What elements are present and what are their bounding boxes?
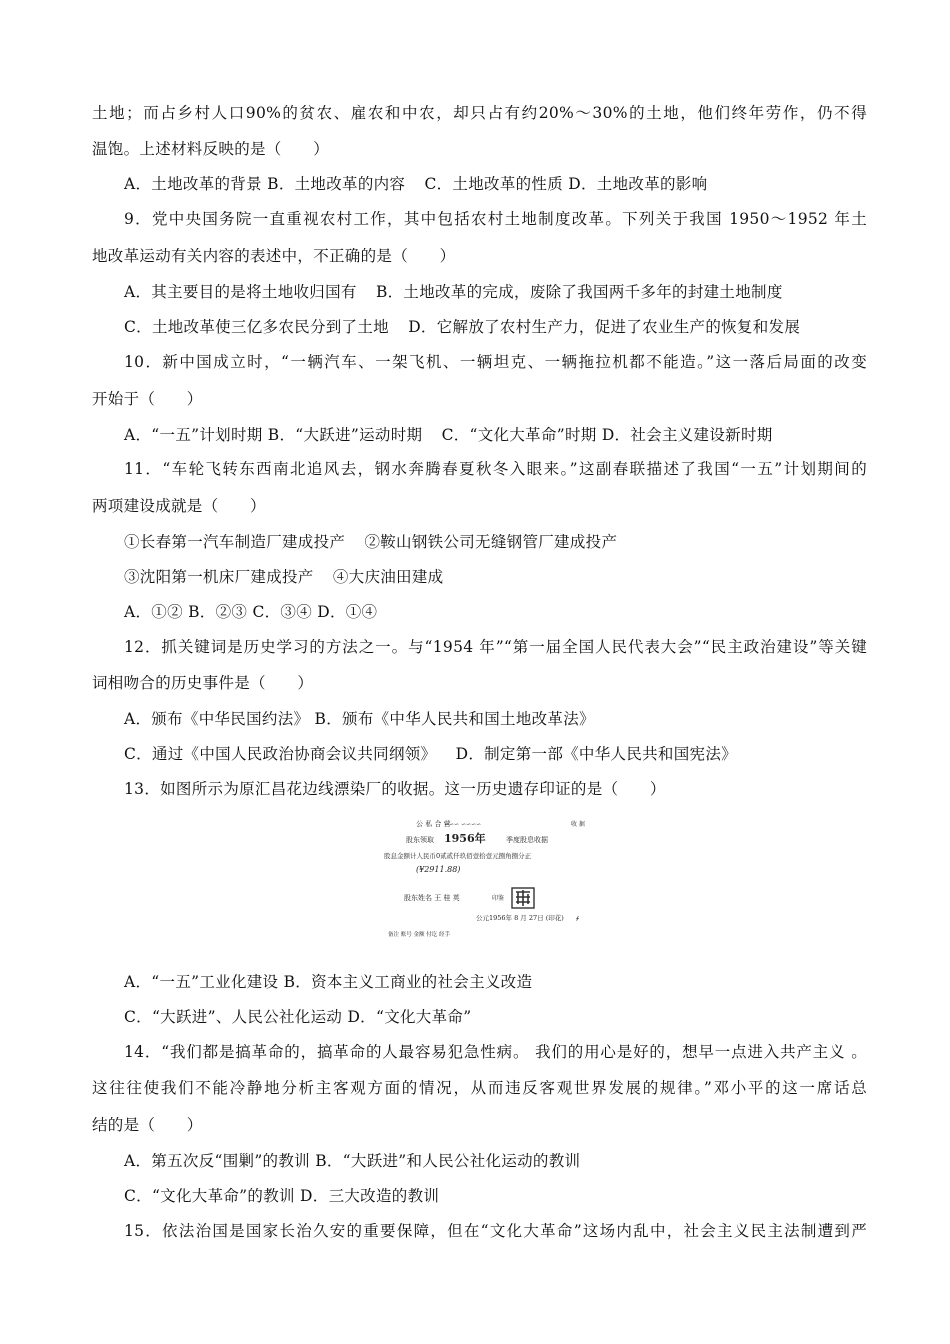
receipt-scribble: ∽∽∽ ∽∽∽∽ bbox=[444, 821, 482, 828]
q10-option-c: C．“文化大革命”时期 bbox=[441, 426, 597, 444]
q14-option-c: C．“文化大革命”的教训 bbox=[124, 1187, 295, 1205]
receipt-signoff: ᚋ bbox=[576, 915, 579, 922]
receipt-row3: 股息金额计人民币0贰贰仟玖佰壹拾壹元捌角捌分正 bbox=[384, 852, 532, 860]
q12-option-d: D．制定第一部《中华人民共和国宪法》 bbox=[455, 745, 737, 763]
q13-option-b: B．资本主义工商业的社会主义改造 bbox=[283, 973, 533, 991]
q8-text-line2: 温饱。上述材料反映的是（ ） bbox=[92, 140, 330, 158]
receipt-row5-left: 股东姓名 王 桂 英 bbox=[404, 894, 460, 902]
q11-item-1: ①长春第一汽车制造厂建成投产 bbox=[124, 533, 346, 551]
q14-option-a: A．第五次反“围剿”的教训 bbox=[124, 1152, 310, 1170]
q8-text-line1: 土地；而占乡村人口90%的贫农、雇农和中农，却只占有约20%～30%的土地，他们终年劳作，仍不得 bbox=[92, 104, 867, 122]
receipt-row6: 公元1956年 8 月 27日 (印花) bbox=[476, 914, 564, 922]
q8-option-d: D．土地改革的影响 bbox=[568, 175, 708, 193]
q9-option-a: A．其主要目的是将土地收归国有 bbox=[124, 283, 357, 301]
q8-option-b: B．土地改革的内容 bbox=[267, 175, 406, 193]
q15-text-line1: 15．依法治国是国家长治久安的重要保障，但在“文化大革命”这场内乱中，社会主义民主法制遭到严 bbox=[124, 1222, 867, 1240]
q14-option-d: D．三大改造的教训 bbox=[300, 1187, 440, 1205]
q10-options bbox=[124, 424, 899, 446]
q9-option-d: D．它解放了农村生产力，促进了农业生产的恢复和发展 bbox=[408, 318, 801, 336]
q10-option-b: B．“大跃进”运动时期 bbox=[267, 426, 423, 444]
q13-text-line1: 13．如图所示为原汇昌花边线漂染厂的收据。这一历史遗存印证的是（ ） bbox=[124, 780, 666, 798]
q12-option-a: A．颁布《中华民国约法》 bbox=[124, 710, 310, 728]
q12-text-line2: 词相吻合的历史事件是（ ） bbox=[92, 674, 314, 692]
q9-option-b: B．土地改革的完成，废除了我国两千多年的封建土地制度 bbox=[375, 283, 783, 301]
receipt-row2-year: 1956年 bbox=[444, 832, 486, 845]
q12-options-row1 bbox=[124, 708, 899, 730]
receipt-row5-right: 印鉴 bbox=[492, 895, 505, 902]
q11-item-4: ④大庆油田建成 bbox=[332, 568, 444, 586]
q14-text-line2: 这往往使我们不能冷静地分析主客观方面的情况，从而违反客观世界发展的规律。”邓小平的这一席话总 bbox=[92, 1079, 867, 1097]
q14-text-line1: 14．“我们都是搞革命的，搞革命的人最容易犯急性病。 我们的用心是好的，想早一点进入共产主义 。 bbox=[124, 1043, 867, 1061]
q9-text-line2: 地改革运动有关内容的表述中，不正确的是（ ） bbox=[92, 247, 456, 265]
q12-option-b: B．颁布《中华人民共和国土地改革法》 bbox=[314, 710, 595, 728]
receipt-row1-right: 收 据 bbox=[571, 821, 585, 828]
receipt-row1: 公 私 合 营 bbox=[416, 820, 451, 828]
seal-stamp-marks bbox=[516, 890, 530, 906]
q12-option-c: C．通过《中国人民政治协商会议共同纲领》 bbox=[124, 745, 437, 763]
receipt-row2-left: 股东领取 bbox=[406, 836, 434, 844]
q11-text-line1: 11．“车轮飞转东西南北追风去，钢水奔腾春夏秋冬入眼来。”这副春联描述了我国“一五”计划期间的 bbox=[124, 460, 867, 478]
q8-options bbox=[124, 173, 899, 195]
q13-option-c: C．“大跃进”、人民公社化运动 bbox=[124, 1008, 343, 1026]
q14-text-line3: 结的是（ ） bbox=[92, 1116, 203, 1134]
q8-option-c: C．土地改革的性质 bbox=[424, 175, 564, 193]
receipt-row2-right: 季度股息收据 bbox=[506, 836, 548, 844]
q13-option-a: A．“一五”工业化建设 bbox=[124, 973, 279, 991]
q9-text-line1: 9．党中央国务院一直重视农村工作，其中包括农村土地制度改革。下列关于我国 1950～1952 年土 bbox=[124, 210, 867, 228]
q14-options-row2 bbox=[124, 1185, 899, 1207]
receipt-row4: (¥2911.88) bbox=[416, 865, 461, 874]
q10-option-a: A．“一五”计划时期 bbox=[124, 426, 263, 444]
receipt-row7: 备注 账号 金额 付讫 经手 bbox=[388, 932, 450, 938]
q11-items-row1 bbox=[124, 531, 899, 553]
q10-option-d: D．社会主义建设新时期 bbox=[601, 426, 773, 444]
q8-option-a: A．土地改革的背景 bbox=[124, 175, 262, 193]
q14-option-b: B．“大跃进”和人民公社化运动的教训 bbox=[315, 1152, 581, 1170]
q13-options-row2 bbox=[124, 1006, 899, 1028]
q13-option-d: D．“文化大革命” bbox=[347, 1008, 472, 1026]
q9-options-row1 bbox=[124, 281, 899, 303]
q13-options-row1 bbox=[124, 971, 899, 993]
q12-text-line1: 12．抓关键词是历史学习的方法之一。与“1954 年”“第一届全国人民代表大会”“民主政治建设”等关键 bbox=[124, 638, 867, 656]
q9-options-row2 bbox=[124, 316, 899, 338]
receipt-image bbox=[376, 816, 604, 942]
q11-options: A．①② B．②③ C．③④ D．①④ bbox=[124, 603, 378, 621]
q12-options-row2 bbox=[124, 743, 899, 765]
q11-item-3: ③沈阳第一机床厂建成投产 bbox=[124, 568, 314, 586]
q11-items-row2 bbox=[124, 566, 899, 588]
q11-item-2: ②鞍山钢铁公司无缝钢管厂建成投产 bbox=[364, 533, 618, 551]
q10-text-line1: 10．新中国成立时，“一辆汽车、一架飞机、一辆坦克、一辆拖拉机都不能造。”这一落后局面的改变 bbox=[124, 353, 867, 371]
q14-options-row1 bbox=[124, 1150, 899, 1172]
q10-text-line2: 开始于（ ） bbox=[92, 390, 203, 408]
q11-text-line2: 两项建设成就是（ ） bbox=[92, 497, 266, 515]
q9-option-c: C．土地改革使三亿多农民分到了土地 bbox=[124, 318, 389, 336]
